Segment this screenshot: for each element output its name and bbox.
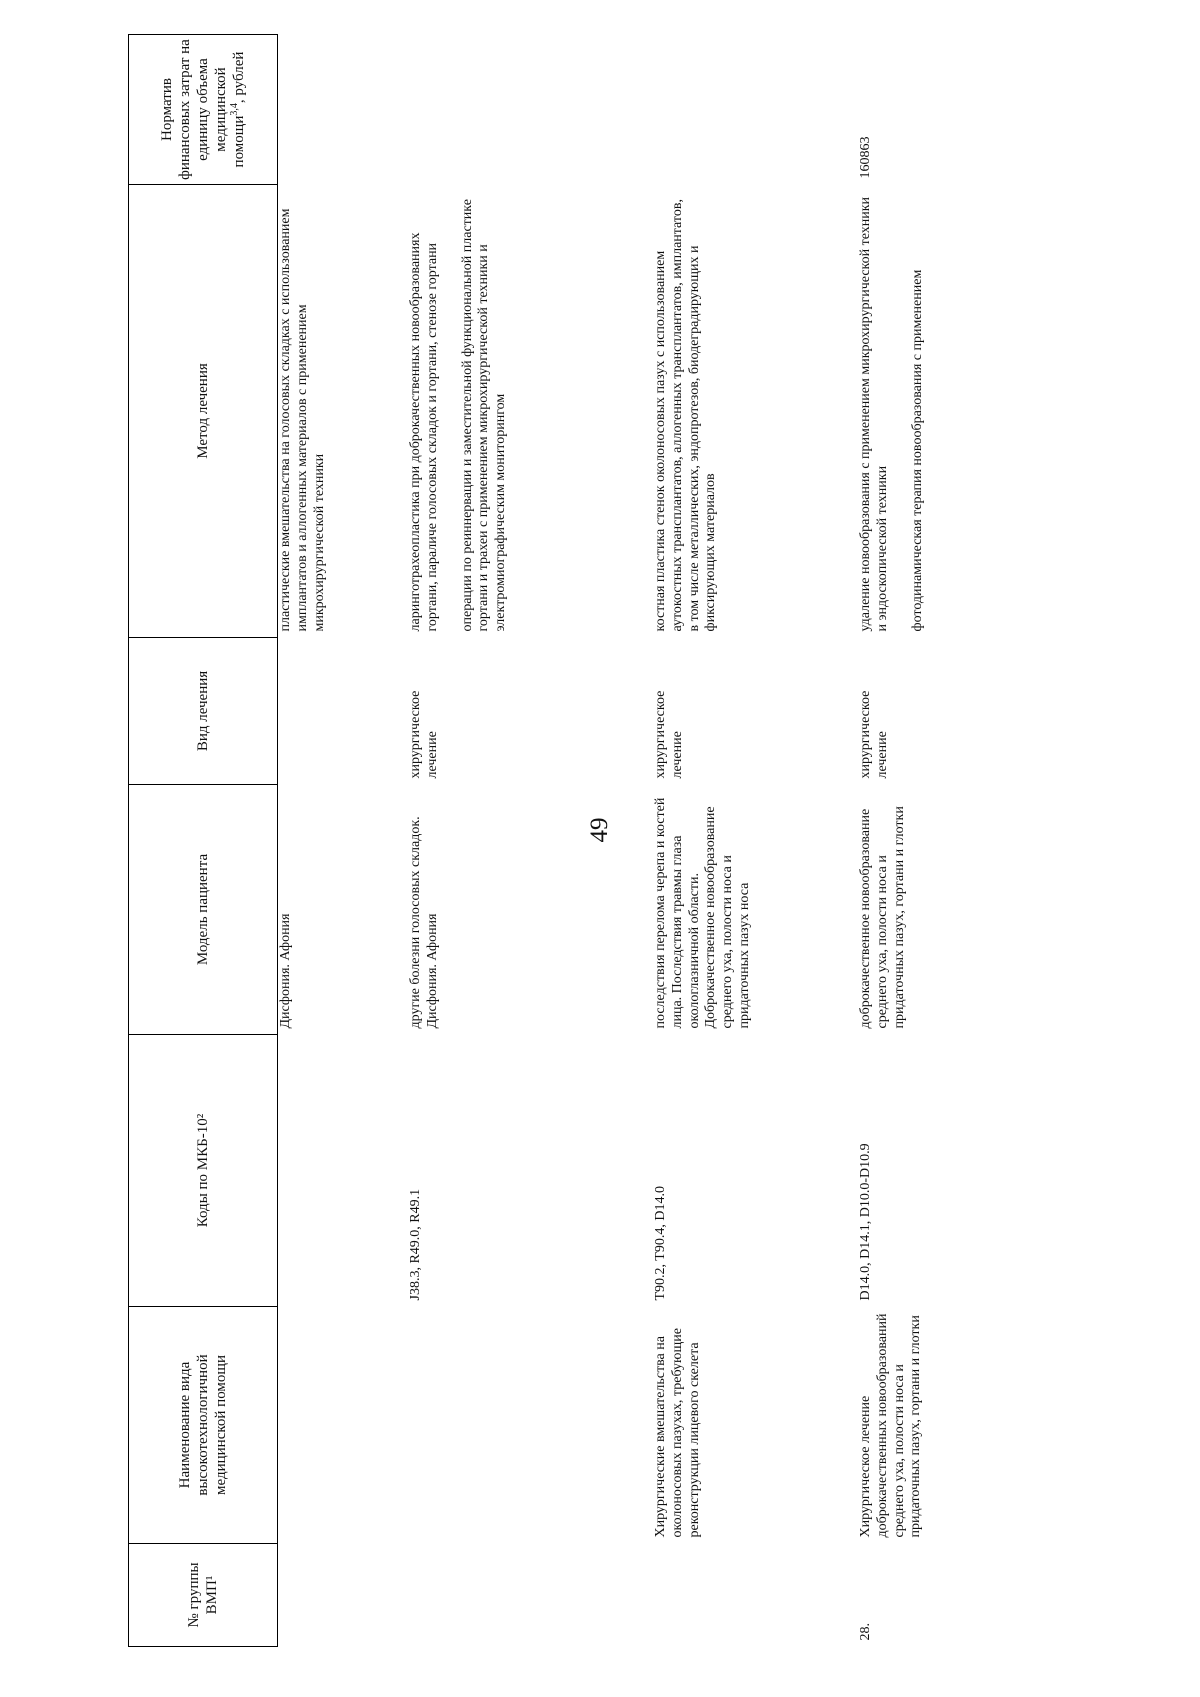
cell-no: [278, 1544, 409, 1647]
cell-method: [858, 185, 1198, 638]
method-item: фотодинамическая терапия новообразования с применением: [909, 269, 925, 632]
col-codes-header: Коды по МКБ-10²: [129, 1035, 278, 1307]
table-header-row: [129, 35, 278, 1647]
cell-norm: [278, 35, 409, 185]
table-row: [408, 35, 653, 1647]
cell-model: доброкачественное новообразование среднего уха, полости носа и придаточных пазух, гортани и глотки: [858, 806, 907, 1029]
cell-kind: хирургическое лечение: [408, 690, 440, 779]
cell-method: костная пластика стенок околоносовых пазух с использованием аутокостных трансплантатов, аллогенных трансплантатов, имплантатов, в том числе металлических, эндопротезов, биодеградирующих и фиксирующих материалов: [653, 199, 719, 632]
cell-name: [408, 1307, 653, 1544]
col-name-header: Наименование вида высокотехнологичной медицинской помощи: [129, 1307, 278, 1544]
method-item: ларинготрахеопластика при доброкачественных новообразованиях гортани, параличе голосовых складок и гортани, стенозе гортани: [408, 232, 440, 632]
table-row: [278, 35, 409, 1647]
cell-norm: [653, 35, 858, 185]
table-row: [653, 35, 858, 1647]
cell-no: 28.: [858, 1623, 873, 1641]
cell-model: Дисфония. Афония: [278, 913, 293, 1029]
cell-norm: 160863: [858, 136, 873, 179]
cell-kind: хирургическое лечение: [653, 690, 685, 779]
col-kind-header: Вид лечения: [129, 638, 278, 785]
cell-kind: [278, 638, 409, 785]
cell-name: Хирургические вмешательства на околоносовых пазухах, требующие реконструкции лицевого скелета: [653, 1328, 702, 1538]
vmp-table: [128, 34, 1198, 1647]
method-item: операции по реиннервации и заместительной функциональной пластике гортани и трахеи с применением микрохирургической техники и электромиографическим мониторингом: [459, 199, 509, 632]
col-norm-header-unit: , рублей: [231, 51, 247, 104]
cell-codes: J38.3, R49.0, R49.1: [408, 1188, 423, 1301]
cell-model: другие болезни голосовых складок. Дисфония. Афония: [408, 816, 440, 1029]
cell-codes: [278, 1035, 409, 1307]
col-norm-header: [129, 35, 278, 185]
cell-method: [408, 185, 653, 638]
cell-name: Хирургическое лечение доброкачественных новообразований среднего уха, полости носа и придаточных пазух, гортани и глотки: [858, 1313, 924, 1538]
cell-name: [278, 1307, 409, 1544]
cell-model: последствия перелома черепа и костей лица. Последствия травмы глаза окологлазничной области. Доброкачественное новообразование среднего уха, полости носа и придаточных пазух носа: [653, 797, 752, 1029]
col-no-header: № группы ВМП¹: [129, 1544, 278, 1647]
table-row: [858, 35, 1198, 1647]
page-number: 49: [586, 817, 613, 843]
rotated-table-page: [128, 35, 1200, 1647]
col-norm-header-footnote: 3,4: [229, 103, 240, 116]
cell-codes: D14.0, D14.1, D10.0-D10.9: [858, 1143, 873, 1301]
method-item: удаление новообразования с применением микрохирургической техники и эндоскопической техники: [858, 196, 890, 632]
cell-no: [653, 1544, 858, 1647]
col-model-header: Модель пациента: [129, 785, 278, 1035]
cell-norm: [408, 35, 653, 185]
cell-method: пластические вмешательства на голосовых складках с использованием имплантатов и аллогенных материалов с применением микрохирургической техники: [278, 208, 327, 632]
cell-codes: T90.2, T90.4, D14.0: [653, 1186, 668, 1301]
cell-kind: хирургическое лечение: [858, 690, 890, 779]
col-method-header: Метод лечения: [129, 185, 278, 638]
col-norm-header-text: Норматив финансовых затрат на единицу объема медицинской помощи: [159, 39, 247, 180]
cell-no: [408, 1544, 653, 1647]
